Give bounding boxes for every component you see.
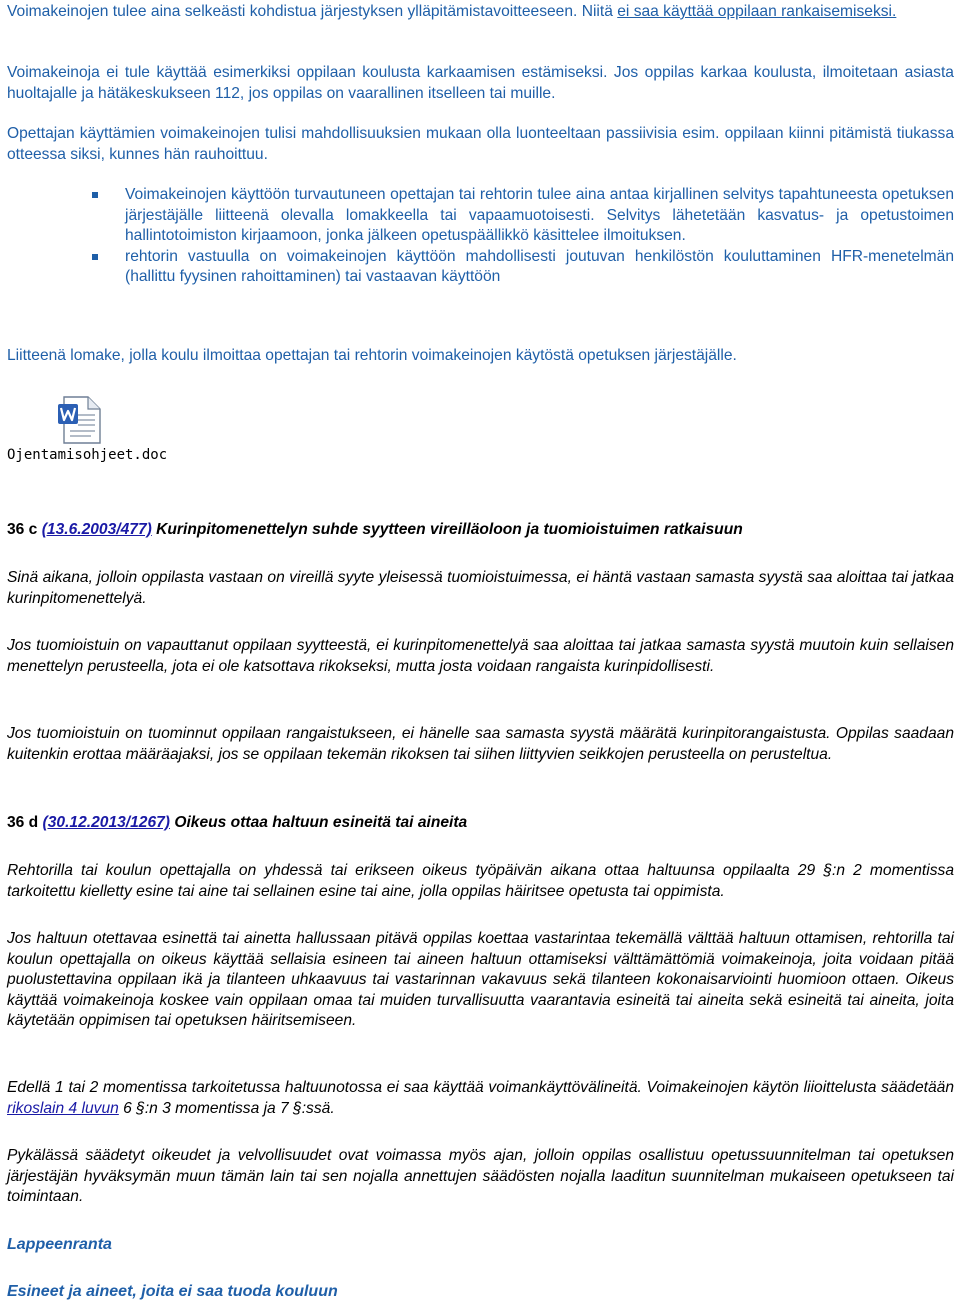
city-heading: Lappeenranta: [7, 1236, 112, 1253]
criminal-code-link[interactable]: rikoslain 4 luvun: [7, 1099, 119, 1117]
emphasis-no-punishment: ei saa käyttää oppilaan rankaisemiseksi.: [617, 3, 897, 20]
paragraph-use-of-force-purpose: [7, 2, 954, 23]
word-document-icon[interactable]: [58, 396, 106, 444]
section-paragraph: Jos tuomioistuin on vapauttanut oppilaan syytteestä, ei kurinpitomenettelyä saa aloittaa tai jatkaa samasta syystä muutoin kuin sellaisen menettelyn perusteella, jota ei ole katsottava rikokseksi, mutta josta voidaan rangaista kurinpidollisesti.: [7, 637, 954, 675]
paragraph-text: Edellä 1 tai 2 momentissa tarkoitetussa haltuunotossa ei saa käyttää voimankäyttövälineitä. Voimakeinojen käytön liioittelusta säädetään: [7, 1079, 954, 1096]
section-heading-36d: [7, 813, 954, 834]
paragraph-passive-means: Opettajan käyttämien voimakeinojen tulisi mahdollisuuksien mukaan olla luonteeltaan passiivisia esim. oppilaan kiinni pitämistä tiukassa otteessa siksi, kunnes hän rauhoittuu.: [7, 125, 954, 163]
paragraph-text: Voimakeinoja ei tule käyttää esimerkiksi oppilaan koulusta karkaamisen estämiseksi.: [7, 64, 614, 81]
paragraph-escape: [7, 63, 954, 104]
list-item-text: rehtorin vastuulla on voimakeinojen käyttöön mahdollisesti joutuvan henkilöstön kouluttaminen HFR-menetelmän (hallittu fyysinen rahoittaminen) tai vastaavan käyttöön: [125, 247, 954, 286]
section-heading-36c: [7, 520, 954, 541]
section-paragraph: Sinä aikana, jolloin oppilasta vastaan on vireillä syyte yleisessä tuomioistuimessa, ei häntä vastaan samasta syystä saa aloittaa tai jatkaa kurinpitomenettelyä.: [7, 569, 954, 607]
statute-reference-link[interactable]: (13.6.2003/477): [41, 521, 152, 538]
attachment-file-name[interactable]: Ojentamisohjeet.doc: [7, 447, 168, 463]
paragraph-text: 6 §:n 3 momentissa ja 7 §:ssä.: [118, 1099, 335, 1117]
statute-reference-link[interactable]: (30.12.2013/1267): [42, 814, 170, 831]
bullet-list: [7, 185, 954, 288]
paragraph-text: Voimakeinojen tulee aina selkeästi kohdistua järjestyksen ylläpitämistavoitteeseen. Niitä: [7, 3, 618, 20]
section-paragraph: Jos haltuun otettavaa esinettä tai ainetta hallussaan pitävä oppilas koettaa vastarintaa tekemällä välttää haltuun ottamisen, rehtorilla tai koulun opettajalla on oikeus käyttää sellaisia esineen tai aineen haltuun ottamiseksi välttämättömiä voimakeinoja, joita voidaan pitää puolustettavina oppilaan ikä ja tilanteen uhkaavuus tai vastarinnan vakavuus sekä tilanteen kokonaisarviointi huomioon ottaen. Oikeus käyttää voimakeinoja koskee vain oppilaan omaa tai muiden turvallisuutta vaarantavia esineitä tai aineita sekä esineitä tai aineita, joita käytetään oppimisen tai opetuksen häiritsemiseen.: [7, 930, 954, 1030]
section-paragraph: Pykälässä säädetyt oikeudet ja velvollisuudet ovat voimassa myös ajan, jolloin oppilas osallistuu opetussuunnitelman tai opetuksen järjestäjän hyväksymän muun tämän lain tai sen nojalla annettujen säädösten nojalla laaditun suunnitelman mukaiseen opetukseen tai toimintaan.: [7, 1147, 954, 1206]
list-item: [125, 247, 954, 288]
section-paragraph: [7, 1078, 954, 1119]
paragraph-text-escape-procedure: Jos oppilas karkaa koulusta, ilmoitetaan asiasta huoltajalle ja hätäkeskukseen 112, jos oppilas on vaarallinen itselleen tai muille.: [7, 64, 954, 102]
section-paragraph: Jos tuomioistuin on tuominnut oppilaan rangaistukseen, ei hänelle saa samasta syystä määrätä kurinpitorangaistusta. Oppilas saadaan kuitenkin erottaa määräajaksi, jos se oppilaan tekemän rikoksen tai siihen liittyvien seikkojen perusteella on perusteltua.: [7, 725, 954, 763]
section-title: Kurinpitomenettelyn suhde syytteen vireilläoloon ja tuomioistuimen ratkaisuun: [151, 521, 743, 538]
section-title: Oikeus ottaa haltuun esineitä tai aineita: [170, 814, 468, 831]
square-bullet-icon: [92, 192, 98, 198]
attachment-note: Liitteenä lomake, jolla koulu ilmoittaa opettajan tai rehtorin voimakeinojen käytöstä opetuksen järjestäjälle.: [7, 347, 737, 364]
subsection-heading: Esineet ja aineet, joita ei saa tuoda kouluun: [7, 1283, 338, 1300]
section-paragraph: Rehtorilla tai koulun opettajalla on yhdessä tai erikseen oikeus työpäivän aikana ottaa haltuunsa oppilaalta 29 §:n 2 momentissa tarkoitettu kielletty esine tai aine tai sellainen esine tai aine, jolla oppilas häiritsee opetusta tai oppimista.: [7, 862, 954, 900]
section-number: 36 d: [7, 814, 39, 831]
list-item-text: Voimakeinojen käyttöön turvautuneen opettajan tai rehtorin tulee aina antaa kirjallinen selvitys tapahtuneesta opetuksen järjestäjälle liitteenä olevalla lomakkeella tai vapaamuotoisesti. Selvitys lähetetään kasvatus- ja opetustoimen hallintotoimiston kirjaamoon, jonka jälkeen opetuspäällikkö käsittelee ilmoituksen.: [125, 186, 954, 245]
section-number: 36 c: [7, 521, 38, 538]
list-item: [125, 185, 954, 247]
square-bullet-icon: [92, 254, 98, 260]
